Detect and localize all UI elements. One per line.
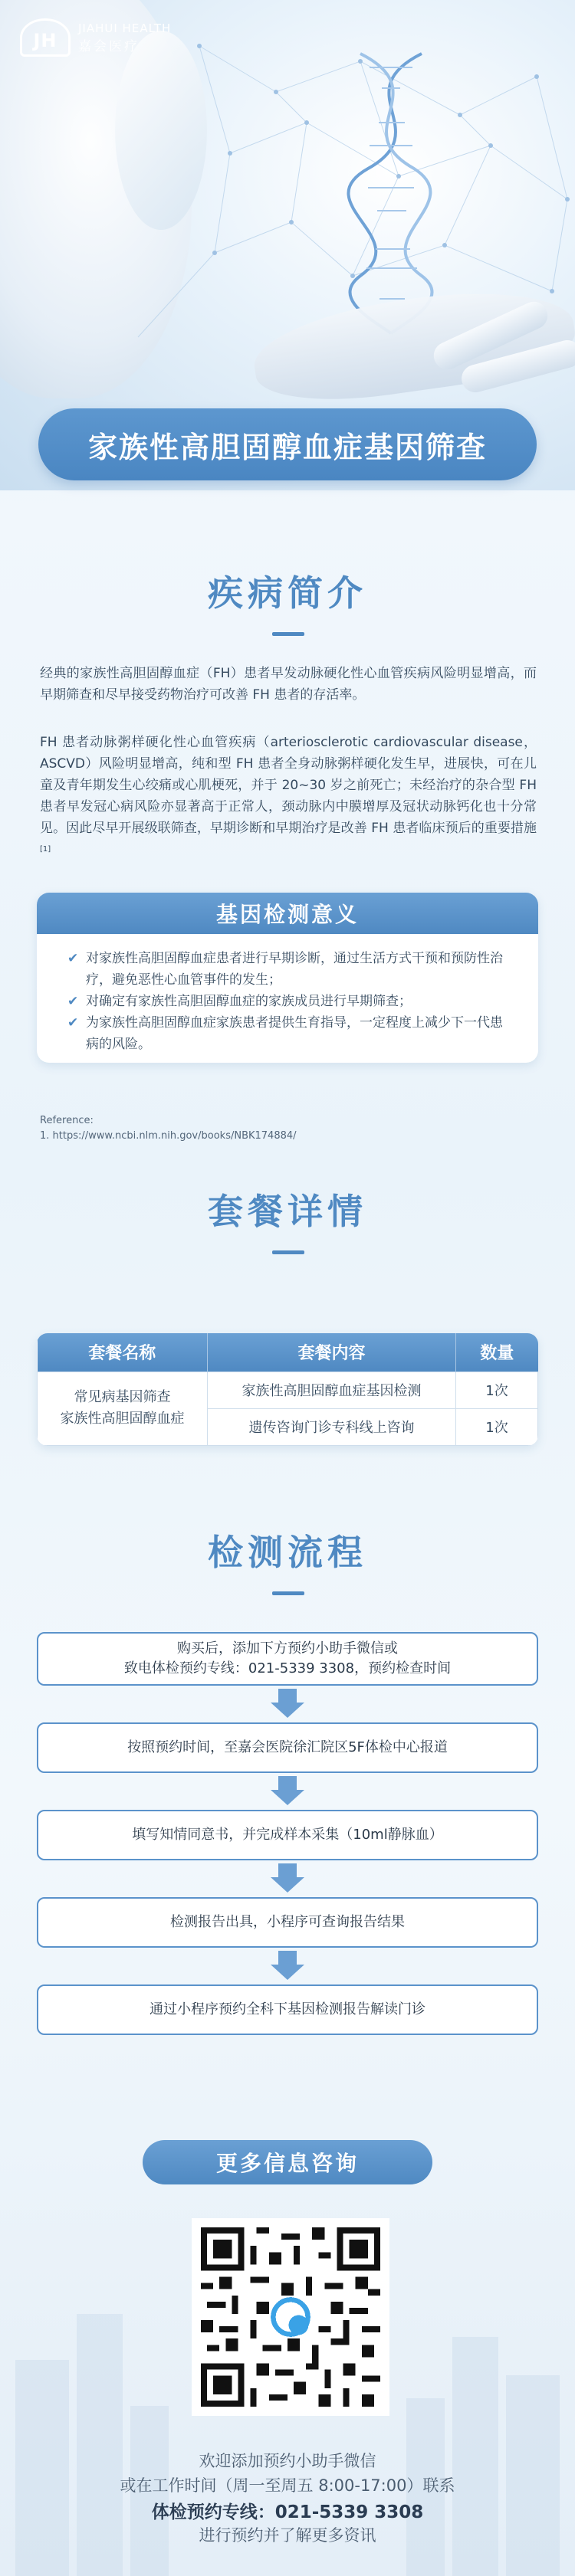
significance-title: 基因检测意义 [37, 893, 538, 934]
package-name-cell [38, 1372, 208, 1445]
section-title-intro: 疾病简介 [208, 572, 367, 614]
brand-name-cn: 嘉会医疗 [78, 38, 140, 54]
flow-step-4 [37, 1897, 538, 1948]
flow-step-text: 购买后，添加下方预约小助手微信或 [176, 1640, 398, 1657]
intro-paragraph-2-text: FH 患者动脉粥样硬化性心血管疾病（arteriosclerotic cardiovascular disease，ASCVD）风险明显增高，纯和型 FH 患者全身动脉粥样硬化发生早，进展快，可在儿童及青年期发生心绞痛或心肌梗死，并于 20~30 岁之前死亡；未经治疗的杂合型 FH 患者早发冠心病风险亦显著高于正常人，颈动脉内中膜增厚及冠状动脉钙化也十分常见。因此尽早开展级联筛查，早期诊断和早期治疗是改善 FH 患者临床预后的重要措施 [40, 735, 537, 836]
contact-line-2: 或在工作时间（周一至周五 8:00-17:00）联系 [120, 2476, 455, 2495]
contact-hotline[interactable]: 体检预约专线：021-5339 3308 [151, 2502, 424, 2522]
package-qty-cell: 1次 [456, 1408, 538, 1445]
more-info-title: 更多信息咨询 [143, 2140, 432, 2184]
reference-link[interactable]: 1. https://www.ncbi.nlm.nih.gov/books/NBK174884/ [40, 1130, 297, 1142]
package-content-cell: 遗传咨询门诊专科线上咨询 [208, 1408, 456, 1445]
qr-code-icon [201, 2227, 380, 2407]
list-item [67, 948, 512, 991]
reference-label: Reference: [40, 1115, 94, 1126]
table-header: 套餐内容 [208, 1333, 456, 1372]
flow-step-1 [37, 1632, 538, 1686]
package-name-line1: 常见病基因筛查 [74, 1389, 171, 1405]
section-divider [272, 632, 304, 636]
package-qty-cell: 1次 [456, 1372, 538, 1408]
reference-block [40, 1113, 297, 1144]
table-row [38, 1372, 538, 1408]
flow-step-5 [37, 1984, 538, 2035]
list-item-text: 对确定有家族性高胆固醇血症的家族成员进行早期筛查； [86, 994, 412, 1009]
page-title: 家族性高胆固醇血症基因筛查 [38, 408, 537, 480]
logo-text [78, 21, 171, 54]
list-item-text: 为家族性高胆固醇血症家族患者提供生育指导，一定程度上减少下一代患病的风险。 [86, 1015, 503, 1052]
arrow-down-icon [269, 1951, 306, 1981]
check-icon: ✔ [67, 994, 79, 1009]
list-item-text: 对家族性高胆固醇血症患者进行早期诊断，通过生活方式干预和预防性治疗，避免恶性心血管事件的发生； [86, 951, 503, 988]
intro-paragraph-1: 经典的家族性高胆固醇血症（FH）患者早发动脉硬化性心血管疾病风险明显增高，而早期筛查和尽早接受药物治疗可改善 FH 患者的存活率。 [40, 666, 537, 703]
flow-step-text: 按照预约时间，至嘉会医院徐汇院区5F体检中心报道 [127, 1739, 448, 1755]
section-title-flow: 检测流程 [208, 1532, 367, 1573]
list-item [67, 1012, 512, 1055]
flow-step-3 [37, 1810, 538, 1860]
check-icon: ✔ [67, 951, 79, 966]
flow-step-text: 通过小程序预约全科下基因检测报告解读门诊 [150, 2001, 426, 2017]
section-title-package: 套餐详情 [208, 1191, 367, 1232]
dna-helix-icon [314, 46, 468, 337]
flow-step-2 [37, 1722, 538, 1773]
table-header: 数量 [456, 1333, 538, 1372]
check-icon: ✔ [67, 1015, 79, 1031]
brand-name-en: JIAHUI HEALTH [78, 21, 172, 35]
list-item [67, 991, 512, 1012]
section-divider [272, 1250, 304, 1254]
flow-step-text: 致电体检预约专线：021-5339 3308，预约检查时间 [123, 1660, 452, 1676]
table-header-row [38, 1333, 538, 1372]
wechat-qr-code[interactable] [192, 2218, 389, 2416]
arrow-down-icon [269, 1776, 306, 1807]
package-table [37, 1333, 538, 1446]
flow-step-text: 填写知情同意书，并完成样本采集（10ml静脉血） [132, 1827, 443, 1843]
flow-step-text: 检测报告出具，小程序可查询报告结果 [170, 1914, 405, 1930]
section-divider [272, 1591, 304, 1595]
citation-sup: [1] [40, 845, 51, 854]
arrow-down-icon [269, 1863, 306, 1894]
intro-paragraph-2 [40, 732, 537, 864]
contact-line-1: 欢迎添加预约小助手微信 [199, 2452, 376, 2470]
arrow-down-icon [269, 1689, 306, 1719]
significance-list [37, 934, 538, 1055]
significance-box [37, 893, 538, 1063]
logo-mark: JH [20, 18, 71, 57]
package-content-cell: 家族性高胆固醇血症基因检测 [208, 1372, 456, 1408]
table-header: 套餐名称 [38, 1333, 208, 1372]
package-name-line2: 家族性高胆固醇血症 [60, 1411, 185, 1427]
brand-logo [20, 18, 171, 57]
contact-line-4: 进行预约并了解更多资讯 [199, 2526, 376, 2545]
